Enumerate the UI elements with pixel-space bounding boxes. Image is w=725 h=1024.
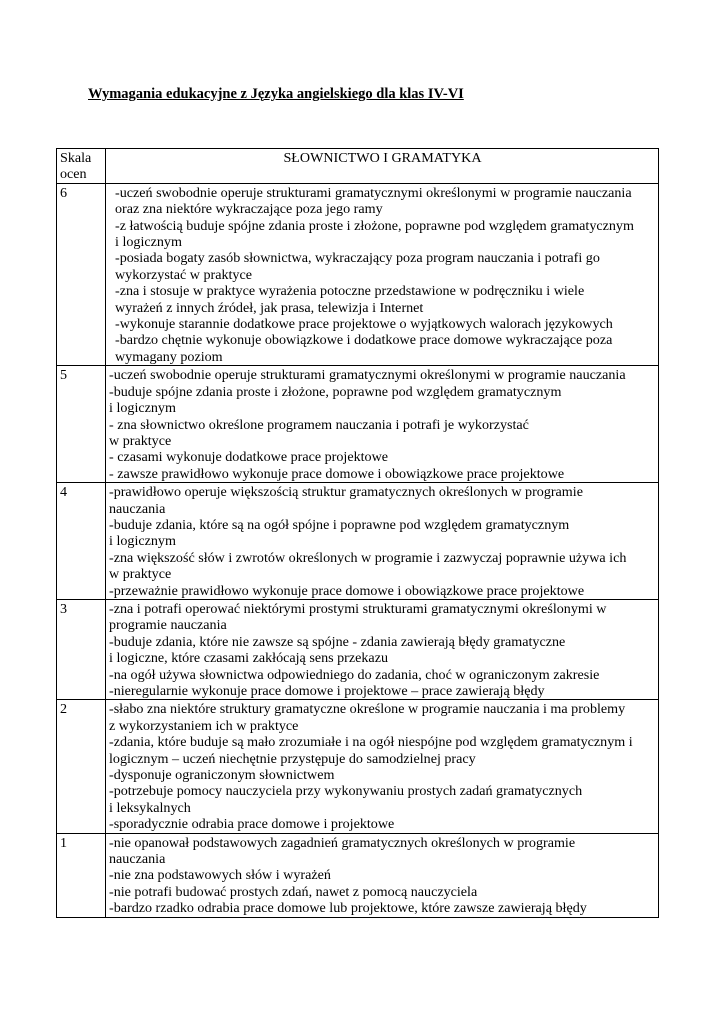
description-cell [106,366,659,483]
table-row [57,483,659,600]
description-line: -posiada bogaty zasób słownictwa, wykraczający poza program nauczania i potrafi go [115,250,600,267]
grade-cell: 2 [57,700,106,833]
description-line: - zawsze prawidłowo wykonuje prace domowe i obowiązkowe prace projektowe [109,465,565,482]
description-line: i logiczne, które czasami zakłócają sens przekazu [109,650,388,667]
description-line: wykorzystać w praktyce [115,266,252,283]
description-line: -nie potrafi budować prostych zdań, nawet z pomocą nauczyciela [109,883,478,900]
document-title: Wymagania edukacyjne z Języka angielskiego dla klas IV-VI [88,86,464,102]
description-line: -uczeń swobodnie operuje strukturami gramatycznymi określonymi w programie nauczania [109,367,626,384]
description-line: nauczania [109,500,166,517]
description-line: w praktyce [109,432,172,449]
description-line: -buduje zdania, które nie zawsze są spójne - zdania zawierają błędy gramatyczne [109,633,566,650]
grade-cell: 6 [57,183,106,365]
description-line: w praktyce [109,566,172,583]
description-line: -słabo zna niektóre struktury gramatyczne określone w programie nauczania i ma problemy [109,701,626,718]
description-line: - zna słownictwo określone programem nauczania i potrafi je wykorzystać [109,416,529,433]
description-line: -buduje spójne zdania proste i złożone, poprawne pod względem gramatycznym [109,383,562,400]
description-line: wyrażeń z innych źródeł, jak prasa, telewizja i Internet [115,299,424,316]
grade-cell: 3 [57,599,106,699]
description-cell [106,483,659,600]
description-line: wymagany poziom [115,348,223,365]
description-line: nauczania [109,851,166,868]
header-category-cell: SŁOWNICTWO I GRAMATYKA [106,149,659,184]
table-row [57,599,659,699]
requirements-table [56,148,659,918]
description-line: -sporadycznie odrabia prace domowe i projektowe [109,816,395,833]
description-cell [106,599,659,699]
description-line: programie nauczania [109,617,227,634]
description-line: -nie zna podstawowych słów i wyrażeń [109,867,331,884]
description-line: -prawidłowo operuje większością struktur gramatycznych określonych w programie [109,484,583,501]
description-line: -bardzo chętnie wykonuje obowiązkowe i dodatkowe prace domowe wykraczające poza [115,332,613,349]
description-line: -potrzebuje pomocy nauczyciela przy wykonywaniu prostych zadań gramatycznych [109,783,583,800]
description-line: -zna i stosuje w praktyce wyrażenia potoczne przedstawione w podręczniku i wiele [115,283,585,300]
description-line: z wykorzystaniem ich w praktyce [109,717,299,734]
description-cell [106,183,659,365]
description-line: i logicznym [109,533,176,550]
description-cell [106,833,659,917]
description-cell [106,700,659,833]
description-line: i logicznym [115,234,182,251]
description-line: -bardzo rzadko odrabia prace domowe lub projektowe, które zawsze zawierają błędy [109,900,587,917]
description-line: -przeważnie prawidłowo wykonuje prace domowe i obowiązkowe prace projektowe [109,582,585,599]
table-row [57,366,659,483]
description-line: -zna większość słów i zwrotów określonych w programie i zazwyczaj poprawnie używa ich [109,549,627,566]
description-line: - czasami wykonuje dodatkowe prace projektowe [109,449,389,466]
grade-cell: 1 [57,833,106,917]
description-line: oraz zna niektóre wykraczające poza jego ramy [115,201,383,218]
description-line: -dysponuje ograniczonym słownictwem [109,767,335,784]
description-line: -uczeń swobodnie operuje strukturami gramatycznymi określonymi w programie nauczania [115,184,632,201]
description-line: i logicznym [109,400,176,417]
description-line: -nieregularnie wykonuje prace domowe i projektowe – prace zawierają błędy [109,683,545,699]
description-line: logicznym – uczeń niechętnie przystępuje do samodzielnej pracy [109,750,476,767]
description-line: -buduje zdania, które są na ogół spójne i poprawne pod względem gramatycznym [109,516,570,533]
description-line: -z łatwością buduje spójne zdania proste i złożone, poprawne pod względem gramatycznym [115,217,634,234]
grade-cell: 4 [57,483,106,600]
header-scale-line1: Skala [60,150,92,166]
table-row [57,833,659,917]
table-row [57,700,659,833]
header-scale-cell [57,149,106,184]
description-line: -na ogół używa słownictwa odpowiedniego do zadania, choć w ograniczonym zakresie [109,666,600,683]
grade-cell: 5 [57,366,106,483]
description-line: -zdania, które buduje są mało zrozumiałe i na ogół niespójne pod względem gramatycznym i [109,734,633,751]
description-line: -wykonuje starannie dodatkowe prace projektowe o wyjątkowych walorach językowych [115,316,613,333]
description-line: i leksykalnych [109,799,191,816]
table-header-row [57,149,659,184]
table-row [57,183,659,365]
description-line: -nie opanował podstawowych zagadnień gramatycznych określonych w programie [109,834,576,851]
description-line: -zna i potrafi operować niektórymi prostymi strukturami gramatycznymi określonymi w [109,600,607,617]
table-body [57,183,659,917]
header-scale-line2: ocen [60,166,87,183]
